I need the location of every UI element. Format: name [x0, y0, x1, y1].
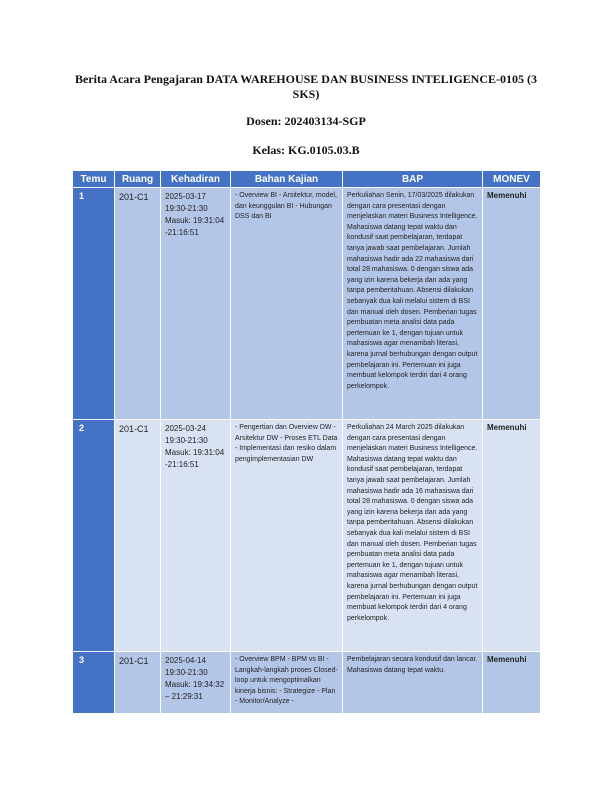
col-header-ruang: Ruang [115, 171, 161, 188]
class-line: Kelas: KG.0105.03.B [252, 143, 360, 157]
table-row [73, 188, 541, 420]
cell-bahan-kajian: - Overview BPM - BPM vs BI - Langkah-langkah proses Closed-loop untuk mengoptimalkan kinerja bisnis: - Strategize - Plan - Monitor/Analyze - [231, 652, 343, 714]
cell-temu: 1 [73, 188, 115, 420]
table-header-row [73, 171, 541, 188]
cell-kehadiran: 2025-04-14 19:30-21:30 Masuk: 19:34:32 – 21:29:31 [161, 652, 231, 714]
table-row [73, 652, 541, 714]
cell-bap: Perkuliahan 24 March 2025 dilakukan dengan cara presentasi dengan menjelaskan materi Business Intelligence. Mahasiswa datang tepat waktu dan kondusif saat pembelajaran, terdapat tanya jawab saat pembelajaran. Jumlah mahasiswa hadir ada 16 mahasiswa dari total 28 mahasiswa. 0 dengan siswa ada yang izin karena bekerja dan ada yang tanpa pemberitahuan. Absensi dilakukan sebanyak dua kali melalui sistem di BSI dan manual oleh dosen. Pemberian tugas pembuatan meta analisi data pada pertemuan ke 1, dengan tujuan untuk mahasiswa agar menambah literasi, karena jurnal berhubungan dengan output pembelajaran ini. Pertemuan ini juga membuat kelompok terdiri dari 4 orang perkelompok. [343, 420, 483, 652]
cell-bap: Perkuliahan Senin, 17/03/2025 dilakukan dengan cara presentasi dengan menjelaskan materi Business Intelligence. Mahasiswa datang tepat waktu dan kondusif saat pembelajaran, terdapat tanya jawab saat pembelajaran. Jumlah mahasiswa hadir ada 22 mahasiswa dari total 28 mahasiswa. 0 dengan siswa ada yang izin karena bekerja dan ada yang tanpa pemberitahuan. Absensi dilakukan sebanyak dua kali melalui sistem di BSI dan manual oleh dosen. Pemberian tugas pembuatan meta analisi data pada pertemuan ke 1, dengan tujuan untuk mahasiswa agar menambah literasi, karena jurnal berhubungan dengan output pembelajaran ini. Pertemuan ini juga membuat kelompok terdiri dari 4 orang perkelompok. [343, 188, 483, 420]
cell-monev: Memenuhi [483, 652, 541, 714]
cell-monev: Memenuhi [483, 420, 541, 652]
cell-kehadiran: 2025-03-24 19:30-21:30 Masuk: 19:31:04 -21:16:51 [161, 420, 231, 652]
cell-ruang: 201-C1 [115, 420, 161, 652]
cell-bahan-kajian: - Overview BI - Arsitektur, model, dan keunggulan BI - Hubungan DSS dan BI [231, 188, 343, 420]
lecturer-line: Dosen: 202403134-SGP [246, 114, 366, 128]
cell-temu: 3 [73, 652, 115, 714]
col-header-bahan-kajian: Bahan Kajian [231, 171, 343, 188]
document-title: Berita Acara Pengajaran DATA WAREHOUSE DAN BUSINESS INTELIGENCE-0105 (3 SKS) [74, 72, 538, 101]
col-header-bap: BAP [343, 171, 483, 188]
document-header [70, 64, 542, 158]
cell-temu: 2 [73, 420, 115, 652]
cell-ruang: 201-C1 [115, 188, 161, 420]
cell-bahan-kajian: - Pengertian dan Overview DW - Arsitektur DW - Proses ETL Data - Implementasi dan resiko dalam pengimplementasian DW [231, 420, 343, 652]
cell-kehadiran: 2025-03-17 19:30-21:30 Masuk: 19:31:04 -21:16:51 [161, 188, 231, 420]
cell-bap: Pembelajaran secara kondusif dan lancar. Mahasiswa datang tepat waktu. [343, 652, 483, 714]
table-row [73, 420, 541, 652]
col-header-temu: Temu [73, 171, 115, 188]
cell-monev: Memenuhi [483, 188, 541, 420]
teaching-report-table [72, 170, 541, 714]
col-header-monev: MONEV [483, 171, 541, 188]
cell-ruang: 201-C1 [115, 652, 161, 714]
col-header-kehadiran: Kehadiran [161, 171, 231, 188]
